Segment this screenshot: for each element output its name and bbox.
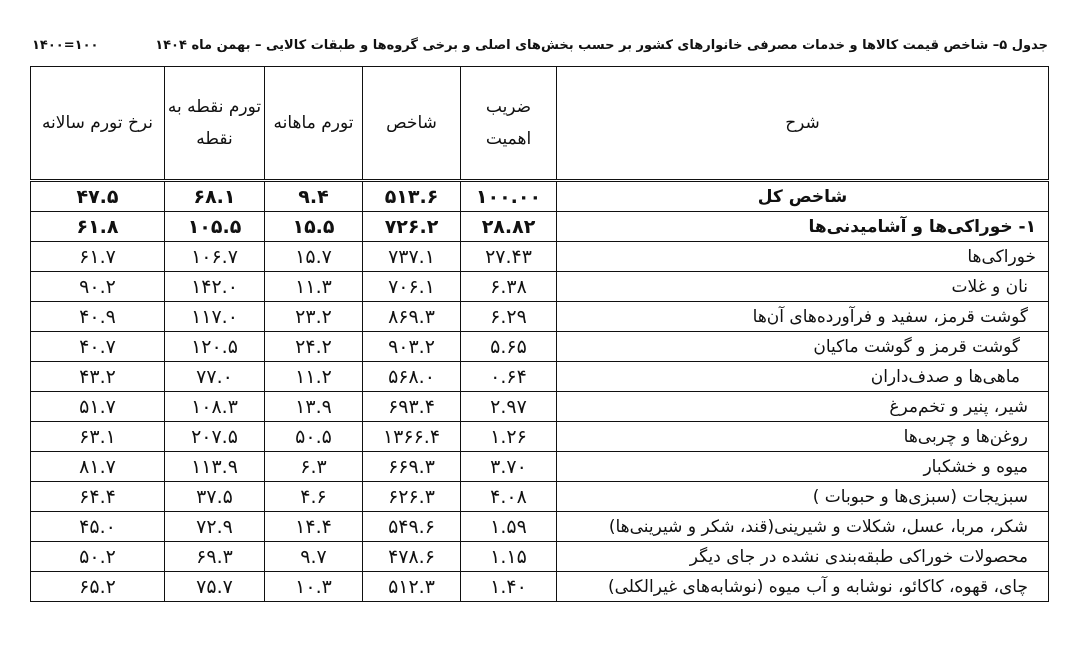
row-annual-inflation: ۵۰.۲ [31, 542, 165, 572]
row-point-to-point-inflation: ۷۷.۰ [165, 362, 265, 392]
row-point-to-point-inflation: ۱۲۰.۵ [165, 332, 265, 362]
table-header-bar [30, 36, 1048, 62]
row-monthly-inflation: ۱۳.۹ [265, 392, 363, 422]
row-annual-inflation: ۸۱.۷ [31, 452, 165, 482]
table-row [31, 392, 1049, 422]
table-row [31, 422, 1049, 452]
row-point-to-point-inflation: ۱۱۷.۰ [165, 302, 265, 332]
row-index: ۷۲۶.۲ [363, 212, 461, 242]
column-header-description: شرح [557, 67, 1049, 181]
table-header-row [31, 67, 1049, 181]
table-row [31, 542, 1049, 572]
row-index: ۶۲۶.۳ [363, 482, 461, 512]
row-point-to-point-inflation: ۱۰۶.۷ [165, 242, 265, 272]
table-row [31, 212, 1049, 242]
row-weight: ۱.۴۰ [461, 572, 557, 602]
row-index: ۱۳۶۶.۴ [363, 422, 461, 452]
row-point-to-point-inflation: ۷۵.۷ [165, 572, 265, 602]
row-description: گوشت قرمز، سفید و فرآورده‌های آن‌ها [557, 302, 1049, 332]
row-weight: ۶.۳۸ [461, 272, 557, 302]
row-weight: ۶.۲۹ [461, 302, 557, 332]
row-annual-inflation: ۴۰.۷ [31, 332, 165, 362]
row-index: ۵۶۸.۰ [363, 362, 461, 392]
table-title: جدول ۵– شاخص قیمت کالاها و خدمات مصرفی خانوارهای کشور بر حسب بخش‌های اصلی و برخی گروه‌ها و طبقات کالایی – بهمن ماه ۱۴۰۴ [155, 38, 1048, 53]
row-index: ۶۶۹.۳ [363, 452, 461, 482]
row-index: ۵۴۹.۶ [363, 512, 461, 542]
row-point-to-point-inflation: ۱۰۸.۳ [165, 392, 265, 422]
row-weight: ۴.۰۸ [461, 482, 557, 512]
row-monthly-inflation: ۱۵.۵ [265, 212, 363, 242]
row-weight: ۲.۹۷ [461, 392, 557, 422]
row-annual-inflation: ۶۵.۲ [31, 572, 165, 602]
row-point-to-point-inflation: ۱۰۵.۵ [165, 212, 265, 242]
row-annual-inflation: ۴۳.۲ [31, 362, 165, 392]
table-row [31, 482, 1049, 512]
row-index: ۵۱۲.۳ [363, 572, 461, 602]
table-row [31, 332, 1049, 362]
row-weight: ۵.۶۵ [461, 332, 557, 362]
row-description: چای، قهوه، کاکائو، نوشابه و آب میوه (نوشابه‌های غیرالکلی) [557, 572, 1049, 602]
row-description: ماهی‌ها و صدف‌داران [557, 362, 1049, 392]
column-header-monthly-inflation: تورم ماهانه [265, 67, 363, 181]
row-description: نان و غلات [557, 272, 1049, 302]
row-description: میوه و خشکبار [557, 452, 1049, 482]
table-row [31, 242, 1049, 272]
row-description: ۱- خوراکی‌ها و آشامیدنی‌ها [557, 212, 1049, 242]
row-description: خوراکی‌ها [557, 242, 1049, 272]
row-monthly-inflation: ۴.۶ [265, 482, 363, 512]
row-annual-inflation: ۶۴.۴ [31, 482, 165, 512]
table-row [31, 452, 1049, 482]
row-weight: ۱.۱۵ [461, 542, 557, 572]
row-index: ۹۰۳.۲ [363, 332, 461, 362]
row-monthly-inflation: ۶.۳ [265, 452, 363, 482]
row-point-to-point-inflation: ۱۱۳.۹ [165, 452, 265, 482]
row-description: سبزیجات (سبزی‌ها و حبوبات ) [557, 482, 1049, 512]
row-weight: ۱.۵۹ [461, 512, 557, 542]
row-annual-inflation: ۶۱.۷ [31, 242, 165, 272]
column-header-index: شاخص [363, 67, 461, 181]
row-point-to-point-inflation: ۶۸.۱ [165, 181, 265, 212]
row-monthly-inflation: ۵۰.۵ [265, 422, 363, 452]
row-index: ۴۷۸.۶ [363, 542, 461, 572]
row-annual-inflation: ۶۳.۱ [31, 422, 165, 452]
column-header-weight: ضریب اهمیت [461, 67, 557, 181]
row-monthly-inflation: ۹.۷ [265, 542, 363, 572]
row-weight: ۲۷.۴۳ [461, 242, 557, 272]
row-point-to-point-inflation: ۳۷.۵ [165, 482, 265, 512]
row-point-to-point-inflation: ۷۲.۹ [165, 512, 265, 542]
row-index: ۸۶۹.۳ [363, 302, 461, 332]
row-annual-inflation: ۴۵.۰ [31, 512, 165, 542]
row-index: ۶۹۳.۴ [363, 392, 461, 422]
table-row [31, 272, 1049, 302]
row-index: ۷۳۷.۱ [363, 242, 461, 272]
row-description: محصولات خوراکی طبقه‌بندی نشده در جای دیگر [557, 542, 1049, 572]
row-monthly-inflation: ۲۳.۲ [265, 302, 363, 332]
row-annual-inflation: ۴۷.۵ [31, 181, 165, 212]
row-annual-inflation: ۶۱.۸ [31, 212, 165, 242]
row-monthly-inflation: ۲۴.۲ [265, 332, 363, 362]
row-annual-inflation: ۹۰.۲ [31, 272, 165, 302]
table-row [31, 181, 1049, 212]
row-index: ۷۰۶.۱ [363, 272, 461, 302]
table-body [31, 181, 1049, 602]
row-index: ۵۱۳.۶ [363, 181, 461, 212]
table-row [31, 362, 1049, 392]
row-monthly-inflation: ۱۵.۷ [265, 242, 363, 272]
row-description: گوشت قرمز و گوشت ماکیان [557, 332, 1049, 362]
row-weight: ۰.۶۴ [461, 362, 557, 392]
row-weight: ۳.۷۰ [461, 452, 557, 482]
row-annual-inflation: ۴۰.۹ [31, 302, 165, 332]
row-description: شکر، مربا، عسل، شکلات و شیرینی(قند، شکر و شیرینی‌ها) [557, 512, 1049, 542]
cpi-table [30, 66, 1049, 602]
column-header-point-to-point-inflation: تورم نقطه به نقطه [165, 67, 265, 181]
row-monthly-inflation: ۹.۴ [265, 181, 363, 212]
row-monthly-inflation: ۱۱.۳ [265, 272, 363, 302]
row-weight: ۱۰۰.۰۰ [461, 181, 557, 212]
row-description: روغن‌ها و چربی‌ها [557, 422, 1049, 452]
table-row [31, 572, 1049, 602]
cpi-table-container [30, 66, 1048, 602]
table-row [31, 512, 1049, 542]
table-row [31, 302, 1049, 332]
row-weight: ۲۸.۸۲ [461, 212, 557, 242]
row-monthly-inflation: ۱۰.۳ [265, 572, 363, 602]
column-header-annual-inflation: نرخ تورم سالانه [31, 67, 165, 181]
row-weight: ۱.۲۶ [461, 422, 557, 452]
row-point-to-point-inflation: ۲۰۷.۵ [165, 422, 265, 452]
base-year-label: ۱۴۰۰=۱۰۰ [32, 38, 99, 53]
row-point-to-point-inflation: ۶۹.۳ [165, 542, 265, 572]
row-monthly-inflation: ۱۱.۲ [265, 362, 363, 392]
row-point-to-point-inflation: ۱۴۲.۰ [165, 272, 265, 302]
row-monthly-inflation: ۱۴.۴ [265, 512, 363, 542]
row-annual-inflation: ۵۱.۷ [31, 392, 165, 422]
row-description: شاخص کل [557, 181, 1049, 212]
row-description: شیر، پنیر و تخم‌مرغ [557, 392, 1049, 422]
